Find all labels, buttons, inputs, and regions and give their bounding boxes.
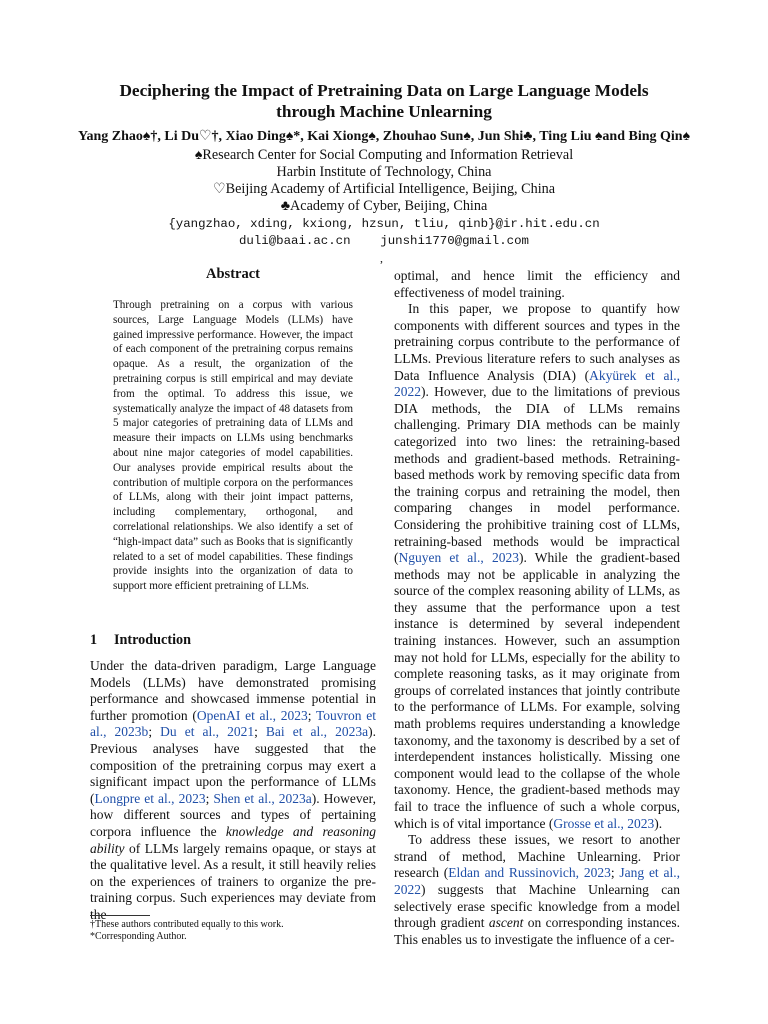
author-emails-1: {yangzhao, xding, kxiong, hzsun, tliu, qinb}@ir.hit.edu.cn [168,217,600,231]
citation-link[interactable]: Grosse et al., 2023 [553,815,655,831]
paragraph: optimal, and hence limit the efficiency and effectiveness of model training. [394,268,680,300]
author-emails-2: duli@baai.ac.cn junshi1770@gmail.com [239,234,529,248]
citation-link[interactable]: Eldan and Russinovich, 2023 [448,865,611,881]
affiliation-2: Harbin Institute of Technology, China [276,164,492,180]
citation-link[interactable]: Touvron et al., 2023b [90,707,376,740]
citation-link[interactable]: Bai et al., 2023a [265,724,369,740]
section-title: Introduction [114,632,191,648]
paragraph [394,301,680,832]
citation-link[interactable]: OpenAI et al., 2023 [196,707,308,723]
text-run: ; [610,865,620,881]
paper-title [60,80,708,122]
abstract-heading: Abstract [206,266,260,282]
citation-link[interactable]: Akyürek et al., 2022 [394,367,680,400]
text-run: ; [205,790,214,806]
citation-link[interactable]: Shen et al., 2023a [213,790,312,806]
text-run: Under the data-driven paradigm, Large Language Models (LLMs) have demonstrated promising performance and showcased immense potential in further promotion ( [90,658,376,723]
text-run: ). However, due to the limitations of previous DIA methods, the DIA of LLMs remains challenging. Primary DIA methods can be mainly categorized into two lines: the retraining-based methods and gradient-based methods. Retraining-based methods work by removing specific data from the training corpus and retraining the model, then comparing changes in model performance. Considering the prohibitive training cost of LLMs, retraining-based methods would be impractical ( [394,384,680,566]
citation-link[interactable]: Du et al., 2021 [160,724,255,740]
footnote-rule [90,915,150,916]
text-run: on corresponding instances. This enables us to investigate the influence of a cer- [394,915,680,947]
text-run: ). However, how different sources and types of pertaining corpora influence the [90,790,376,839]
title-line-1: Deciphering the Impact of Pretraining Data on Large Language Models [119,81,649,100]
citation-link[interactable]: Jang et al., 2022 [394,865,680,897]
affiliation-4: ♣Academy of Cyber, Beijing, China [280,198,488,214]
affiliation-3: ♡Beijing Academy of Artificial Intelligence, Beijing, China [212,181,556,197]
section-number: 1 [90,632,98,648]
affiliation-1: ♠Research Center for Social Computing and Information Retrieval [194,147,574,163]
text-run: To address these issues, we resort to another strand of method, Machine Unlearning. Prior research ( [394,832,680,881]
author-list: Yang Zhao♠†, Li Du♡†, Xiao Ding♠*, Kai Xiong♠, Zhouhao Sun♠, Jun Shi♣, Ting Liu ♠and Bing Qin♠ [77,129,691,144]
abstract-text: Through pretraining on a corpus with various sources, Large Language Models (LLMs) have gained impressive performance. However, the impact of each component of the pretraining corpus remains opaque. As a result, the organization of the pretraining corpus is still empirical and may deviate from the optimal. To address this issue, we systematically analyze the impact of 48 datasets from 5 major categories of pretraining data of LLMs and measure their impacts on LLMs using benchmarks about nine major categories of model capabilities. Our analyses provide empirical results about the contribution of multiple corpora on the performances of LLMs, along with their joint impact patterns, including complementary, orthogonal, and correlational relationships. We also identify a set of “high-impact data” such as Books that is significantly related to a set of model capabilities. These findings provide insights into the organization of data to support more efficient pretraining of LLMs. [113,299,353,593]
footnote-2: *Corresponding Author. [90,931,187,942]
text-run: of LLMs largely remains opaque, or stays at the qualitative level. As a result, it still heavily relies on the experiences of trainers to organize the pre-training corpus. Such experiences may deviate from the [90,840,376,922]
text-run: ; [307,707,316,723]
text-run: ; [148,724,161,740]
section-heading-introduction [90,632,191,649]
text-run: ) suggests that Machine Unlearning can selectively erase specific knowledge from a model through gradient [394,881,680,931]
emphasis-text: ascent [488,915,524,931]
text-run: ). Previous analyses have suggested that the composition of the pretraining corpus may exert a significant impact upon the performance of LLMs ( [90,724,376,806]
citation-link[interactable]: Longpre et al., 2023 [94,790,206,806]
text-run: In this paper, we propose to quantify how components with different sources and types in the pretraining corpus contribute to the performance of LLMs. Previous literature refers to such analyses as Data Influence Analysis (DIA) ( [394,301,680,383]
title-line-2: through Machine Unlearning [276,102,492,121]
right-column-body [394,268,680,948]
text-run: ; [254,724,266,740]
emphasis-text: knowledge and reasoning ability [90,823,376,856]
paragraph [394,832,680,948]
stray-comma: , [380,251,383,265]
citation-link[interactable]: Nguyen et al., 2023 [398,550,519,566]
text-run: ). While the gradient-based methods may not be applicable in analyzing the source of the complex reasoning ability of LLMs, as they assume that the performance upon a test instance is determined by several independent training instances. However, such an assumption may not hold for LLMs, especially for the ability to complete reasoning tasks, as it may originate from groups of correlated instances that jointly contribute to the performance of LLMs. For example, solving math problems requires understanding a knowledge taxonomy, and the taxonomy is described by a set of interdependent instances holistically. Missing one component would lead to the collapse of the whole taxonomy. Hence, the gradient-based methods may fail to trace the influence of such a whole corpus, which is of vital importance ( [394,550,680,831]
left-column-body [90,658,376,924]
footnote-1: †These authors contributed equally to this work. [90,919,284,930]
text-run: ). [654,815,663,831]
